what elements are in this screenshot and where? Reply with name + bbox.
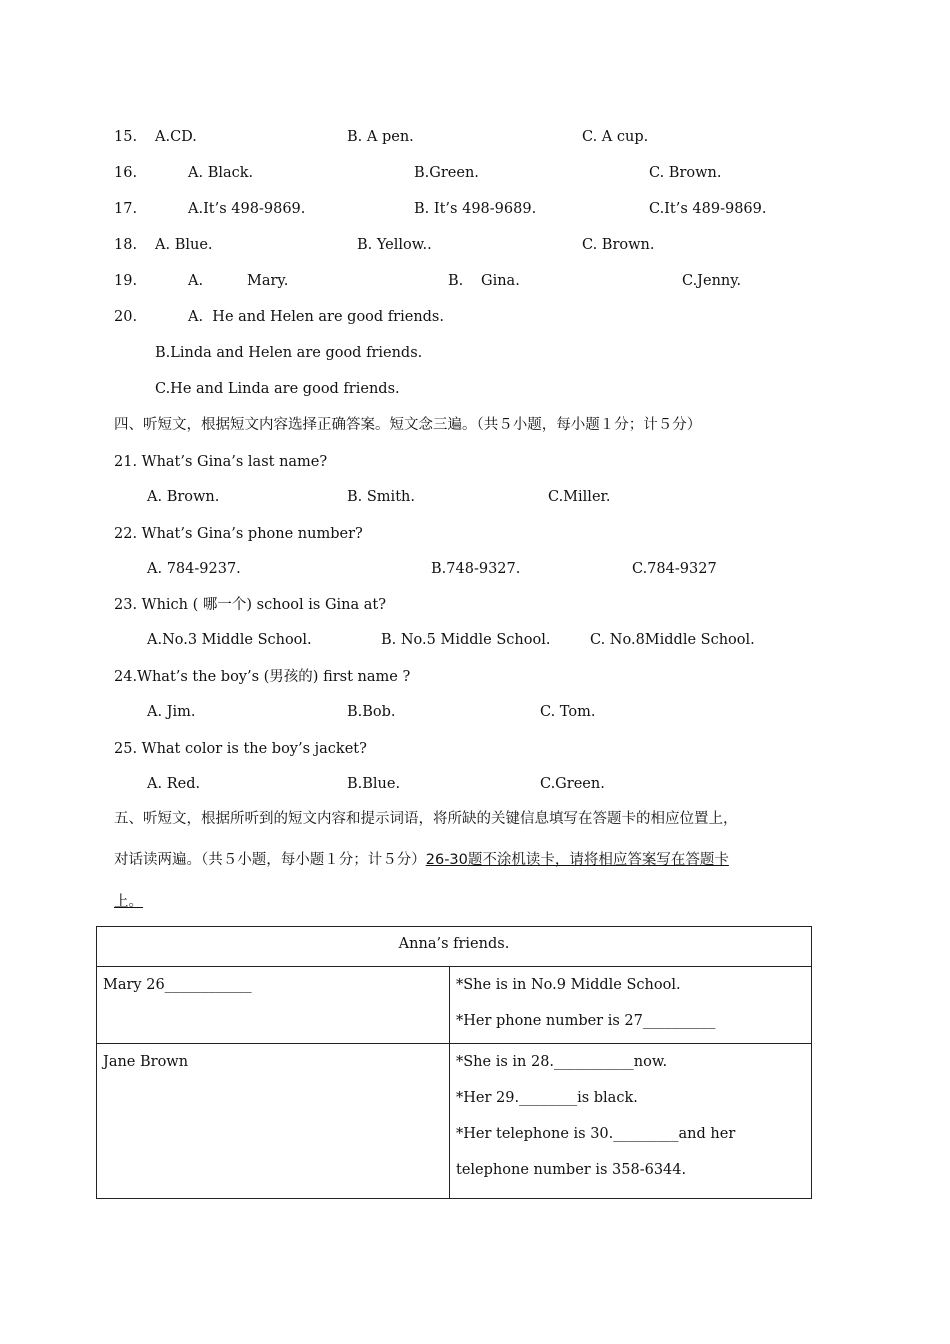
q25-stem: 25. What color is the boy’s jacket?	[114, 741, 367, 757]
q18-option-a: A. Blue.	[155, 237, 213, 253]
q21-option-c: C.Miller.	[548, 489, 611, 505]
q20-number: 20.	[114, 309, 138, 325]
jane-school-line: *She is in 28.___________now.	[456, 1054, 668, 1070]
q18-option-b: B. Yellow..	[357, 237, 432, 253]
q15-option-a: A.CD.	[155, 129, 197, 145]
q15-option-c: C. A cup.	[582, 129, 649, 145]
q25-option-a: A. Red.	[147, 776, 201, 792]
q25-option-c: C.Green.	[540, 776, 605, 792]
section-5-instructions-line-2	[114, 851, 729, 869]
table-cell-mary	[97, 967, 450, 1044]
q20-option-b: B.Linda and Helen are good friends.	[155, 345, 423, 361]
q19-option-b-letter: B.	[448, 273, 464, 289]
q17-number: 17.	[114, 201, 138, 217]
q23-option-c: C. No.8Middle School.	[590, 632, 755, 648]
q18-number: 18.	[114, 237, 138, 253]
anna-friends-table	[96, 926, 812, 1199]
q18-option-c: C. Brown.	[582, 237, 655, 253]
jane-name: Jane Brown	[103, 1054, 189, 1070]
q22-option-a: A. 784-9237.	[147, 561, 241, 577]
table-row	[97, 967, 812, 1044]
q24-option-c: C. Tom.	[540, 704, 596, 720]
section-5-line-2-plain: 对话读两遍。（共５小题，每小题１分；计５分）	[114, 852, 426, 868]
q21-option-a: A. Brown.	[147, 489, 220, 505]
q24-option-a: A. Jim.	[147, 704, 196, 720]
table-cell-mary-info	[450, 967, 812, 1044]
q23-stem: 23. Which ( 哪一个) school is Gina at?	[114, 597, 387, 613]
q20-option-a: A. He and Helen are good friends.	[188, 309, 444, 325]
q23-option-b: B. No.5 Middle School.	[381, 632, 551, 648]
q17-option-b: B. It’s 498-9689.	[414, 201, 537, 217]
section-4-instructions: 四、听短文，根据短文内容选择正确答案。短文念三遍。（共５小题，每小题１分；计５分）	[114, 417, 702, 433]
jane-telephone-line: *Her telephone is 30._________and her	[456, 1126, 736, 1142]
q25-option-b: B.Blue.	[347, 776, 401, 792]
mary-school-line: *She is in No.9 Middle School.	[456, 977, 681, 993]
q24-option-b: B.Bob.	[347, 704, 396, 720]
table-header: Anna’s friends.	[97, 927, 812, 967]
jane-telephone-number-line: telephone number is 358-6344.	[456, 1162, 687, 1178]
q21-option-b: B. Smith.	[347, 489, 415, 505]
q20-option-c: C.He and Linda are good friends.	[155, 381, 400, 397]
q16-number: 16.	[114, 165, 138, 181]
q16-option-b: B.Green.	[414, 165, 479, 181]
mary-name-blank: Mary 26____________	[103, 977, 252, 993]
q19-option-a-letter: A.	[188, 273, 204, 289]
q15-number: 15.	[114, 129, 138, 145]
q19-option-c: C.Jenny.	[682, 273, 742, 289]
section-5-instructions-line-1: 五、听短文，根据所听到的短文内容和提示词语，将所缺的关键信息填写在答题卡的相应位置上，	[114, 811, 738, 827]
q17-option-a: A.It’s 498-9869.	[188, 201, 306, 217]
table-row	[97, 1044, 812, 1199]
q19-number: 19.	[114, 273, 138, 289]
q16-option-a: A. Black.	[188, 165, 254, 181]
section-5-instructions-line-3: 上。	[114, 894, 143, 910]
q22-option-c: C.784-9327	[632, 561, 717, 577]
q19-option-a: Mary.	[247, 273, 289, 289]
q21-stem: 21. What’s Gina’s last name?	[114, 454, 328, 470]
table-cell-jane-info	[450, 1044, 812, 1199]
table-header-row	[97, 927, 812, 967]
q17-option-c: C.It’s 489-9869.	[649, 201, 767, 217]
q22-option-b: B.748-9327.	[431, 561, 521, 577]
section-5-line-2-underlined: 26-30题不涂机读卡，请将相应答案写在答题卡	[425, 852, 729, 868]
q23-option-a: A.No.3 Middle School.	[147, 632, 312, 648]
q16-option-c: C. Brown.	[649, 165, 722, 181]
mary-phone-line: *Her phone number is 27__________	[456, 1013, 716, 1029]
q19-option-b: Gina.	[481, 273, 520, 289]
table-cell-jane	[97, 1044, 450, 1199]
jane-color-line: *Her 29.________is black.	[456, 1090, 638, 1106]
q22-stem: 22. What’s Gina’s phone number?	[114, 526, 363, 542]
q15-option-b: B. A pen.	[347, 129, 414, 145]
q24-stem: 24.What’s the boy’s (男孩的) first name ?	[114, 669, 411, 685]
